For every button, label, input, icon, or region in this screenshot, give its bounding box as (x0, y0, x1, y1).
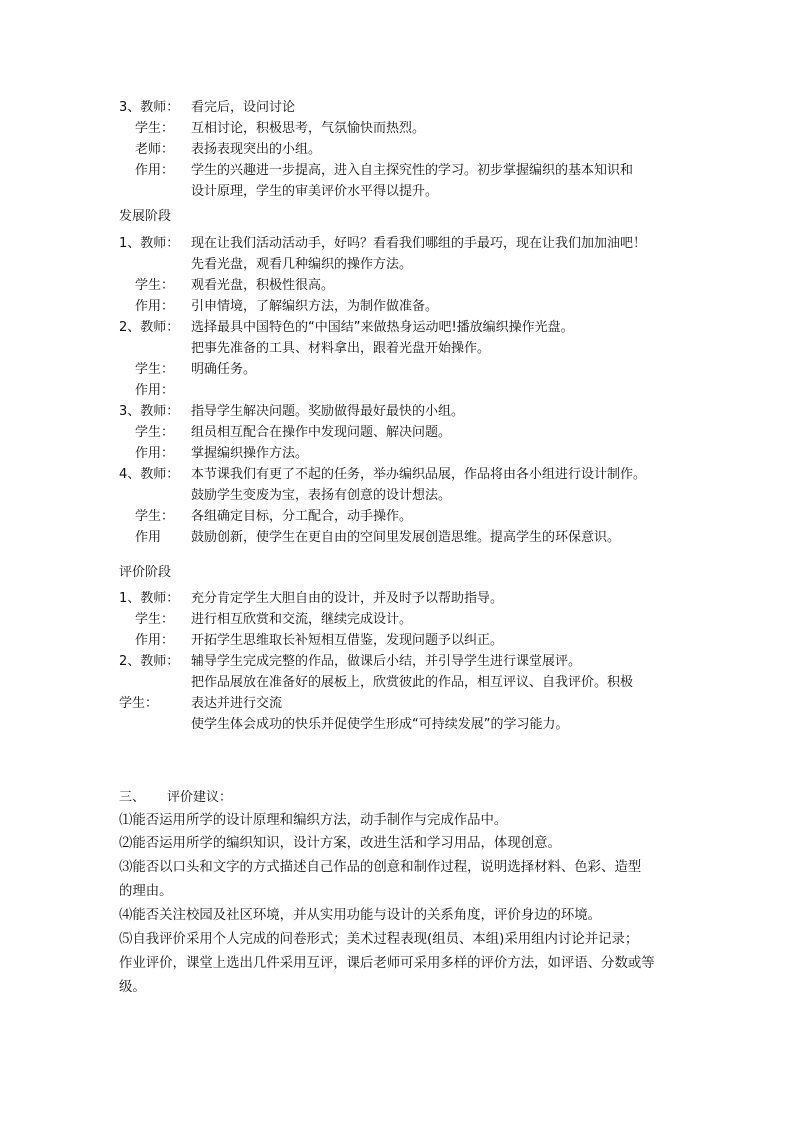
role-label: 学生： (119, 696, 159, 711)
role-label: 作用： (135, 446, 175, 461)
role-text-continued: 设计原理，学生的审美评价水平得以提升。 (191, 184, 439, 199)
role-text: 本节课我们有更了不起的任务，举办编织品展，作品将由各小组进行设计制作。 (191, 467, 647, 482)
role-text: 现在让我们活动活动手，好吗？看看我们哪组的手最巧，现在让我们加加油吧！ (191, 236, 647, 251)
role-label: 2、教师： (119, 320, 180, 335)
stage-heading-develop: 发展阶段 (119, 209, 172, 224)
evaluation-item-continued: 作业评价，课堂上选出几件采用互评，课后老师可采用多样的评价方法，如评语、分数或等 (119, 956, 655, 971)
role-label: 学生： (135, 425, 175, 440)
role-label: 3、教师： (119, 404, 180, 419)
role-text-continued: 使学生体会成功的快乐并促使学生形成“可持续发展”的学习能力。 (191, 717, 569, 732)
role-text: 开拓学生思维取长补短相互借鉴，发现问题予以纠正。 (191, 633, 504, 648)
role-label: 3、教师： (119, 100, 180, 115)
role-text: 引申情境，了解编织方法，为制作做准备。 (191, 299, 439, 314)
role-label: 作用： (135, 383, 175, 398)
role-label: 学生： (135, 278, 175, 293)
evaluation-item-continued: 的理由。 (119, 884, 173, 899)
role-label: 4、教师： (119, 467, 180, 482)
role-text-continued: 把事先准备的工具、材料拿出，跟着光盘开始操作。 (191, 341, 491, 356)
evaluation-item: ⑵能否运用所学的编织知识，设计方案，改进生活和学习用品，体现创意。 (119, 836, 561, 851)
role-text-continued: 鼓励学生变废为宝，表扬有创意的设计想法。 (191, 488, 452, 503)
role-text-continued: 先看光盘，观看几种编织的操作方法。 (191, 257, 413, 272)
evaluation-item: ⑷能否关注校园及社区环境，并从实用功能与设计的关系角度，评价身边的环境。 (119, 908, 602, 923)
role-label: 学生： (135, 121, 175, 136)
role-label: 学生： (135, 362, 175, 377)
role-text: 表扬表现突出的小组。 (191, 142, 322, 157)
role-text: 明确任务。 (191, 362, 257, 377)
section-title-evaluation: 评价建议： (167, 790, 233, 805)
evaluation-item: ⑶能否以口头和文字的方式描述自己作品的创意和制作过程，说明选择材料、色彩、造型 (119, 860, 642, 875)
role-label: 学生： (135, 612, 175, 627)
evaluation-item: ⑴能否运用所学的设计原理和编织方法，动手制作与完成作品中。 (119, 813, 508, 828)
role-text: 组员相互配合在操作中发现问题、解决问题。 (191, 425, 452, 440)
evaluation-item-continued: 级。 (119, 980, 146, 995)
stage-heading-evaluate: 评价阶段 (119, 565, 172, 580)
role-text: 学生的兴趣进一步提高，进入自主探究性的学习。初步掌握编织的基本知识和 (191, 163, 634, 178)
role-label: 作用 (135, 530, 162, 545)
role-text: 选择最具中国特色的“中国结”来做热身运动吧!播放编织操作光盘。 (191, 320, 574, 335)
role-text: 各组确定目标，分工配合，动手操作。 (191, 509, 413, 524)
role-label: 老师： (135, 142, 175, 157)
role-text-continued: 把作品展放在准备好的展板上，欣赏彼此的作品，相互评议、自我评价。积极 (191, 675, 634, 690)
role-label: 1、教师： (119, 591, 180, 606)
role-label: 作用： (135, 299, 175, 314)
section-number: 三、 (119, 790, 146, 805)
role-label: 作用： (135, 633, 175, 648)
role-label: 1、教师： (119, 236, 180, 251)
role-label: 2、教师： (119, 654, 180, 669)
role-text: 表达并进行交流 (191, 696, 283, 711)
role-text: 充分肯定学生大胆自由的设计，并及时予以帮助指导。 (191, 591, 504, 606)
role-text: 互相讨论，积极思考，气氛愉快而热烈。 (191, 121, 426, 136)
role-text: 观看光盘，积极性很高。 (191, 278, 335, 293)
evaluation-item: ⑸自我评价采用个人完成的问卷形式；美术过程表现(组员、本组)采用组内讨论并记录； (119, 932, 639, 947)
role-text: 辅导学生完成完整的作品，做课后小结，并引导学生进行课堂展评。 (191, 654, 582, 669)
role-text: 指导学生解决问题。奖励做得最好最快的小组。 (191, 404, 465, 419)
role-text: 掌握编织操作方法。 (191, 446, 309, 461)
role-label: 作用： (135, 163, 175, 178)
role-text: 看完后，设问讨论 (191, 100, 296, 115)
role-label: 学生： (135, 509, 175, 524)
role-text: 鼓励创新，使学生在更自由的空间里发展创造思维。提高学生的环保意识。 (191, 530, 621, 545)
role-text: 进行相互欣赏和交流，继续完成设计。 (191, 612, 413, 627)
